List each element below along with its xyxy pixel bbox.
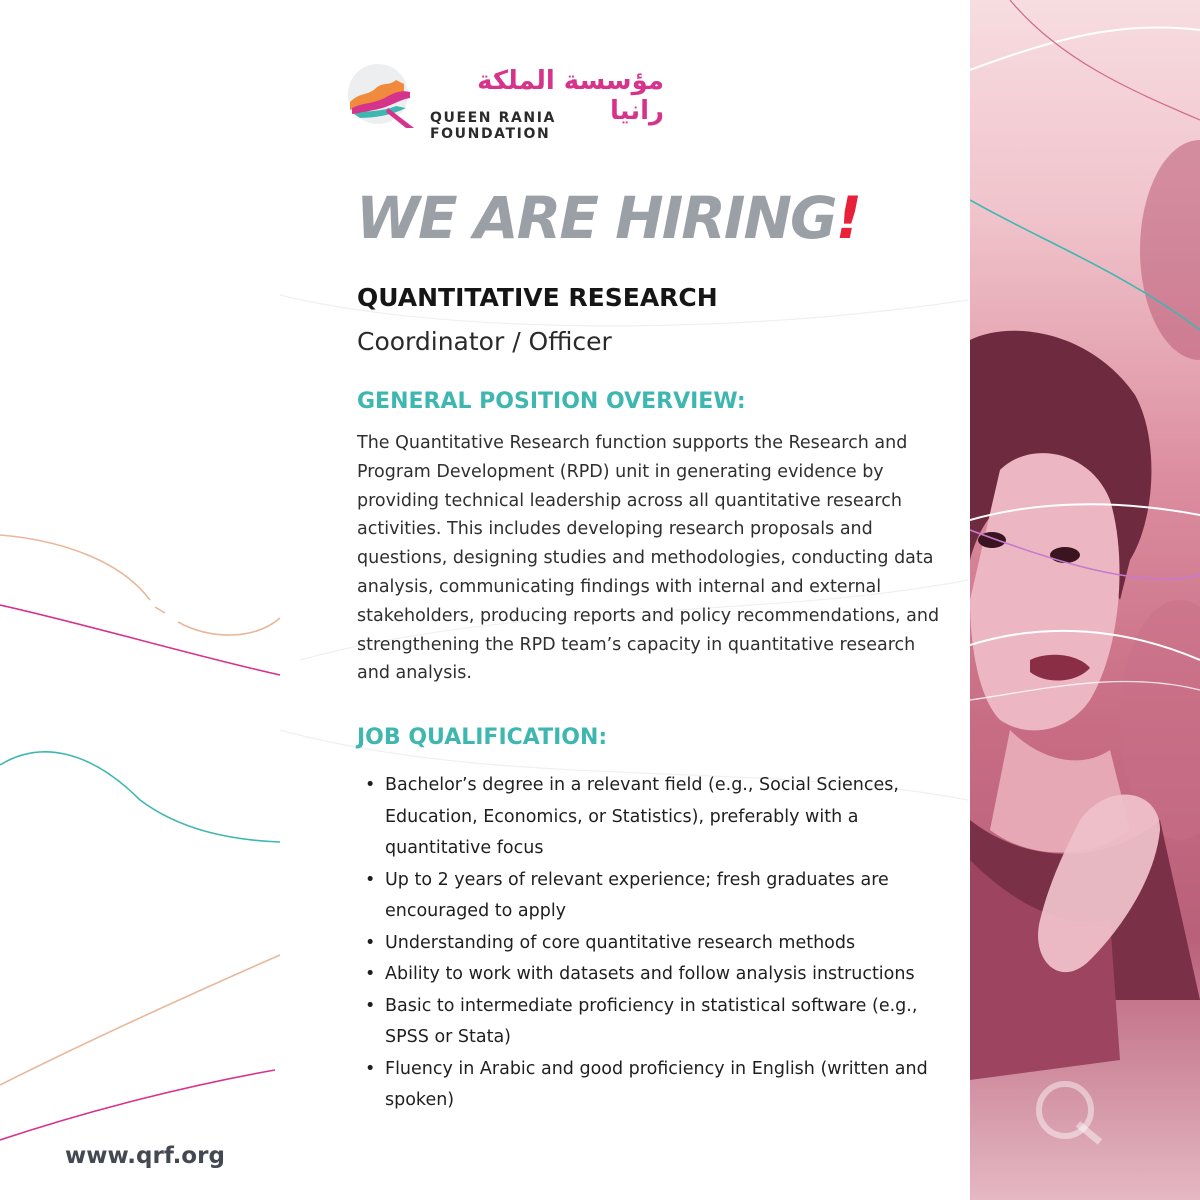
child-photo xyxy=(970,0,1200,1200)
list-item: • Up to 2 years of relevant experience; fresh graduates are encouraged to apply xyxy=(357,865,947,928)
overview-body: The Quantitative Research function supports the Research and Program Development (RPD) unit in generating evidence by providing technical leadership across all quantitative research activities. This includes developing research proposals and questions, designing studies and methodologies, conducting data analysis, communicating findings with internal and external stakeholders, producing reports and policy recommendations, and strengthening the RPD team’s capacity in quantitative research and analysis. xyxy=(357,433,940,684)
list-item: • Ability to work with datasets and follow analysis instructions xyxy=(357,959,947,991)
website-link[interactable]: www.qrf.org xyxy=(65,1143,225,1169)
job-subtitle: Coordinator / Officer xyxy=(357,327,612,356)
overview-heading: GENERAL POSITION OVERVIEW: xyxy=(357,389,746,414)
logo-english-text: QUEEN RANIA FOUNDATION xyxy=(430,110,556,142)
hiring-exclamation: ! xyxy=(835,184,861,252)
qualification-list xyxy=(357,770,947,1117)
qrf-logo xyxy=(348,62,678,142)
list-item: • Understanding of core quantitative research methods xyxy=(357,928,947,960)
logo-arabic-text: مؤسسة الملكة رانيا xyxy=(477,66,664,126)
hiring-headline xyxy=(356,184,860,252)
qrf-logo-icon xyxy=(348,62,414,128)
list-item: • Fluency in Arabic and good proficiency in English (written and spoken) xyxy=(357,1054,947,1117)
hiring-headline-text: WE ARE HIRING xyxy=(356,184,836,252)
list-item: • Bachelor’s degree in a relevant field (e.g., Social Sciences, Education, Economics, or Statistics), preferably with a quantitative focus xyxy=(357,770,947,865)
qualification-heading: JOB QUALIFICATION: xyxy=(357,725,608,750)
job-title: QUANTITATIVE RESEARCH xyxy=(357,283,718,312)
list-item: • Basic to intermediate proficiency in statistical software (e.g., SPSS or Stata) xyxy=(357,991,947,1054)
